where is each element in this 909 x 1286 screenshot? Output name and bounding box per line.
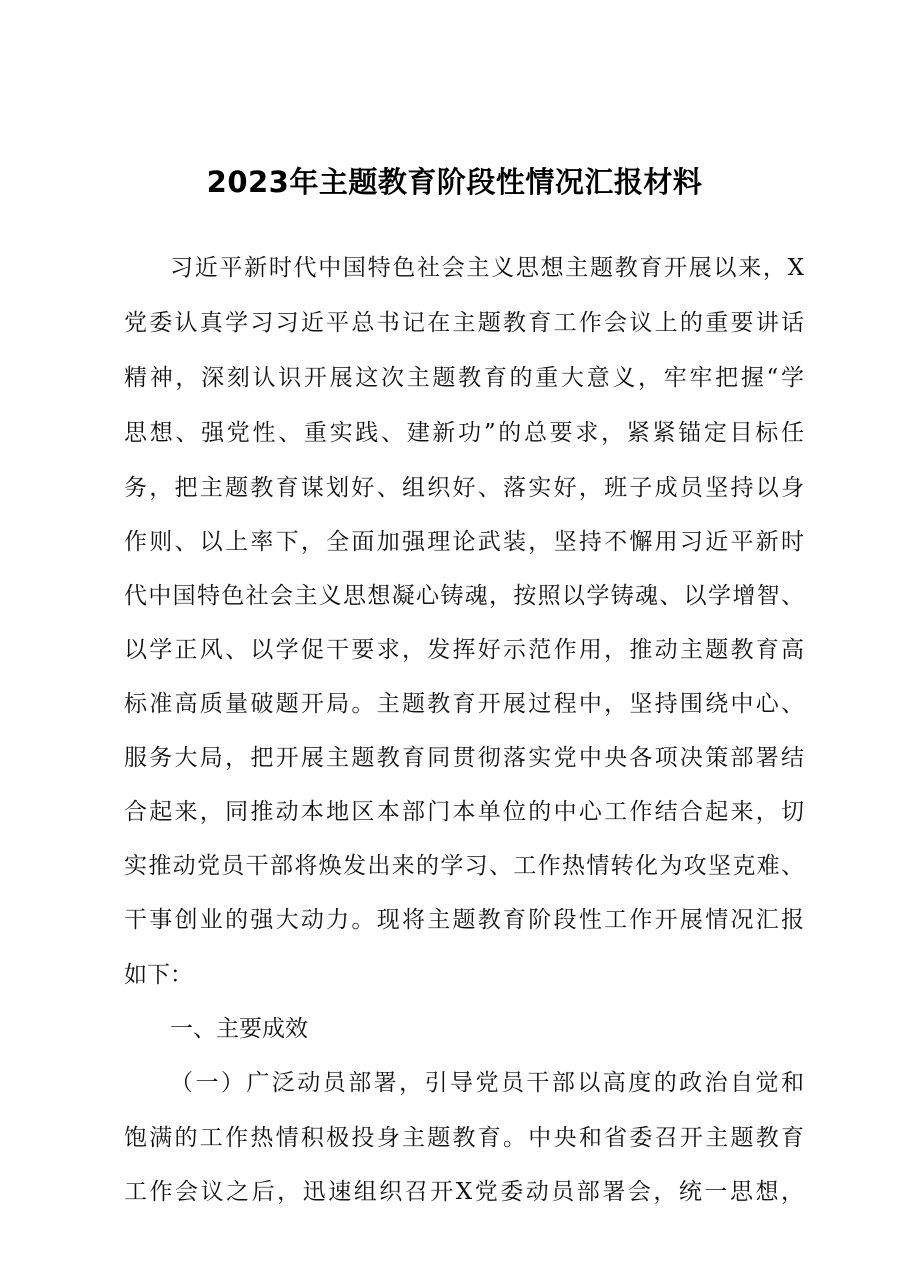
paragraph-line: 务，把主题教育谋划好、组织好、落实好，班子成员坚持以身 (124, 475, 804, 501)
paragraph-line: 干事创业的强大动力。现将主题教育阶段性工作开展情况汇报 (124, 907, 804, 933)
paragraph-line: （一）广泛动员部署，引导党员干部以高度的政治自觉和 (170, 1070, 804, 1096)
paragraph-line: 思想、强党性、重实践、建新功”的总要求，紧紧锚定目标任 (124, 420, 804, 446)
paragraph-line: 作则、以上率下，全面加强理论武装，坚持不懈用习近平新时 (124, 529, 804, 555)
paragraph-line: 精神，深刻认识开展这次主题教育的重大意义，牢牢把握“学 (124, 365, 804, 391)
paragraph-line: 以学正风、以学促干要求，发挥好示范作用，推动主题教育高 (124, 637, 804, 663)
paragraph-line: 合起来，同推动本地区本部门本单位的中心工作结合起来，切 (124, 799, 804, 825)
paragraph-line: 如下： (124, 962, 193, 988)
paragraph-line: 标准高质量破题开局。主题教育开展过程中，坚持围绕中心、 (124, 691, 804, 717)
paragraph-line: 饱满的工作热情积极投身主题教育。中央和省委召开主题教育 (124, 1125, 804, 1151)
paragraph-line: 工作会议之后，迅速组织召开X党委动员部署会，统一思想， (124, 1179, 804, 1205)
paragraph-line: 党委认真学习习近平总书记在主题教育工作会议上的重要讲话 (124, 310, 804, 336)
paragraph-line: 实推动党员干部将焕发出来的学习、工作热情转化为攻坚克难、 (124, 853, 804, 879)
paragraph-line: 习近平新时代中国特色社会主义思想主题教育开展以来，X (170, 255, 804, 281)
paragraph-line: 代中国特色社会主义思想凝心铸魂，按照以学铸魂、以学增智、 (124, 583, 804, 609)
document-title: 2023年主题教育阶段性情况汇报材料 (206, 165, 703, 199)
paragraph-line: 服务大局，把开展主题教育同贯彻落实党中央各项决策部署结 (124, 745, 804, 771)
section-heading: 一、主要成效 (170, 1016, 308, 1042)
